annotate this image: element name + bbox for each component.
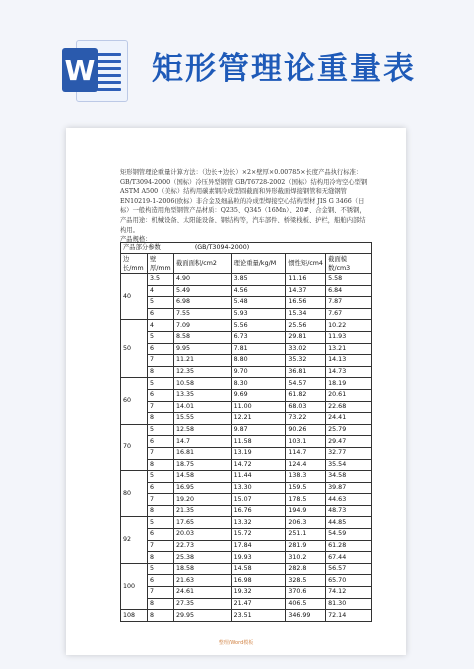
table-cell: 8 — [147, 459, 173, 471]
footer-note: 整理/Word模板 — [218, 640, 254, 646]
table-cell: 5 — [147, 378, 173, 390]
table-cell: 61.82 — [286, 389, 326, 401]
table-cell: 22.73 — [173, 540, 231, 552]
table-cell: 90.26 — [286, 424, 326, 436]
table-cell: 16.95 — [173, 482, 231, 494]
product-params-cell — [121, 243, 372, 254]
table-row — [121, 355, 372, 367]
table-cell: 10.22 — [326, 320, 372, 332]
table-cell: 17.65 — [173, 517, 231, 529]
document-page — [66, 128, 406, 655]
table-cell: 16.56 — [286, 297, 326, 309]
table-cell: 54.59 — [326, 529, 372, 541]
table-cell: 11.93 — [326, 331, 372, 343]
table-cell: 18.19 — [326, 378, 372, 390]
side-length-cell: 92 — [121, 517, 148, 563]
table-cell: 25.79 — [326, 424, 372, 436]
table-row — [121, 552, 372, 564]
table-cell: 7.67 — [326, 308, 372, 320]
table-cell: 34.58 — [326, 471, 372, 483]
table-cell: 13.35 — [173, 389, 231, 401]
table-cell: 5.48 — [231, 297, 286, 309]
table-row — [121, 331, 372, 343]
table-row — [121, 459, 372, 471]
header-cell: 壁厚/mm — [147, 254, 173, 274]
table-cell: 5.58 — [326, 274, 372, 286]
table-cell: 18.58 — [173, 563, 231, 575]
table-cell: 8.58 — [173, 331, 231, 343]
table-cell: 6 — [147, 343, 173, 355]
table-cell: 310.2 — [286, 552, 326, 564]
table-cell: 21.63 — [173, 575, 231, 587]
table-cell: 5.93 — [231, 308, 286, 320]
table-cell: 16.81 — [173, 447, 231, 459]
table-cell: 5.49 — [173, 285, 231, 297]
table-cell: 11.21 — [173, 355, 231, 367]
product-params-label: 产品部分参数 — [123, 244, 161, 251]
table-cell: 4.56 — [231, 285, 286, 297]
table-cell: 35.32 — [286, 355, 326, 367]
table-cell: 6 — [147, 482, 173, 494]
table-cell: 4.90 — [173, 274, 231, 286]
table-cell: 7 — [147, 355, 173, 367]
table-cell: 48.73 — [326, 505, 372, 517]
table-cell: 3.5 — [147, 274, 173, 286]
table-cell: 5 — [147, 471, 173, 483]
weight-table — [120, 242, 372, 622]
table-cell: 8 — [147, 413, 173, 425]
table-cell: 6 — [147, 389, 173, 401]
table-cell: 8 — [147, 598, 173, 610]
table-cell: 14.72 — [231, 459, 286, 471]
table-cell: 7 — [147, 540, 173, 552]
table-cell: 178.5 — [286, 494, 326, 506]
table-cell: 16.98 — [231, 575, 286, 587]
table-cell: 25.56 — [286, 320, 326, 332]
table-cell: 6 — [147, 436, 173, 448]
table-row — [121, 517, 372, 529]
table-cell: 11.44 — [231, 471, 286, 483]
table-cell: 6.98 — [173, 297, 231, 309]
table-cell: 19.20 — [173, 494, 231, 506]
table-cell: 36.81 — [286, 366, 326, 378]
table-cell: 6 — [147, 308, 173, 320]
table-row — [121, 401, 372, 413]
table-cell: 21.47 — [231, 598, 286, 610]
table-header-row — [121, 254, 372, 274]
table-cell: 16.76 — [231, 505, 286, 517]
table-cell: 15.07 — [231, 494, 286, 506]
side-length-cell: 80 — [121, 471, 148, 517]
table-cell: 7 — [147, 587, 173, 599]
page-title: 矩形管理论重量表 — [152, 51, 416, 87]
table-row — [121, 413, 372, 425]
side-length-cell: 60 — [121, 378, 148, 424]
table-row — [121, 471, 372, 483]
table-cell: 103.1 — [286, 436, 326, 448]
table-cell: 15.34 — [286, 308, 326, 320]
table-cell: 19.32 — [231, 587, 286, 599]
table-cell: 12.21 — [231, 413, 286, 425]
table-cell: 10.58 — [173, 378, 231, 390]
table-row — [121, 297, 372, 309]
table-cell: 5.56 — [231, 320, 286, 332]
table-cell: 13.32 — [231, 517, 286, 529]
table-cell: 13.19 — [231, 447, 286, 459]
table-cell: 17.84 — [231, 540, 286, 552]
table-cell: 13.30 — [231, 482, 286, 494]
table-cell: 74.12 — [326, 587, 372, 599]
header-cell: 截面面积/cm2 — [173, 254, 231, 274]
table-row — [121, 563, 372, 575]
table-cell: 14.73 — [326, 366, 372, 378]
header-cell: 截面模数/cm3 — [326, 254, 372, 274]
table-cell: 24.61 — [173, 587, 231, 599]
spec-label: 产品规格： — [120, 236, 152, 244]
table-row — [121, 366, 372, 378]
table-cell: 24.41 — [326, 413, 372, 425]
table-cell: 54.57 — [286, 378, 326, 390]
side-length-cell: 108 — [121, 610, 148, 622]
table-cell: 12.58 — [173, 424, 231, 436]
table-cell: 124.4 — [286, 459, 326, 471]
table-cell: 7.87 — [326, 297, 372, 309]
table-row — [121, 529, 372, 541]
table-cell: 7 — [147, 447, 173, 459]
table-cell: 5 — [147, 297, 173, 309]
table-cell: 39.87 — [326, 482, 372, 494]
table-cell: 14.13 — [326, 355, 372, 367]
table-row — [121, 505, 372, 517]
table-cell: 282.8 — [286, 563, 326, 575]
table-cell: 11.58 — [231, 436, 286, 448]
table-cell: 14.37 — [286, 285, 326, 297]
table-cell: 8 — [147, 366, 173, 378]
table-cell: 15.72 — [231, 529, 286, 541]
table-row — [121, 494, 372, 506]
table-row — [121, 424, 372, 436]
table-cell: 328.5 — [286, 575, 326, 587]
table-cell: 11.16 — [286, 274, 326, 286]
table-cell: 8 — [147, 505, 173, 517]
table-cell: 9.70 — [231, 366, 286, 378]
table-cell: 23.51 — [231, 610, 286, 622]
table-cell: 12.35 — [173, 366, 231, 378]
table-cell: 4 — [147, 285, 173, 297]
table-cell: 159.5 — [286, 482, 326, 494]
table-cell: 9.95 — [173, 343, 231, 355]
intro-paragraph — [120, 168, 370, 245]
table-cell: 14.01 — [173, 401, 231, 413]
table-cell: 5 — [147, 331, 173, 343]
table-cell: 206.3 — [286, 517, 326, 529]
table-cell: 29.95 — [173, 610, 231, 622]
table-cell: 72.14 — [326, 610, 372, 622]
table-cell: 8.30 — [231, 378, 286, 390]
word-icon-letter: W — [62, 48, 98, 92]
table-cell: 29.81 — [286, 331, 326, 343]
table-cell: 8.80 — [231, 355, 286, 367]
table-cell: 194.9 — [286, 505, 326, 517]
table-cell: 4 — [147, 320, 173, 332]
table-cell: 6 — [147, 529, 173, 541]
table-cell: 5 — [147, 424, 173, 436]
table-cell: 19.93 — [231, 552, 286, 564]
table-cell: 27.35 — [173, 598, 231, 610]
table-cell: 251.1 — [286, 529, 326, 541]
table-cell: 7.55 — [173, 308, 231, 320]
table-cell: 346.99 — [286, 610, 326, 622]
table-cell: 7 — [147, 494, 173, 506]
table-row — [121, 587, 372, 599]
table-cell: 22.68 — [326, 401, 372, 413]
table-cell: 67.44 — [326, 552, 372, 564]
table-cell: 6.84 — [326, 285, 372, 297]
table-row — [121, 540, 372, 552]
table-cell: 44.63 — [326, 494, 372, 506]
table-cell: 7 — [147, 401, 173, 413]
table-row — [121, 482, 372, 494]
standard-label: (GB/T3094-2000) — [194, 244, 250, 251]
table-cell: 35.54 — [326, 459, 372, 471]
table-cell: 14.58 — [231, 563, 286, 575]
table-cell: 114.7 — [286, 447, 326, 459]
table-row — [121, 285, 372, 297]
table-cell: 61.28 — [326, 540, 372, 552]
table-cell: 32.77 — [326, 447, 372, 459]
table-cell: 7.09 — [173, 320, 231, 332]
table-row — [121, 610, 372, 622]
table-cell: 370.6 — [286, 587, 326, 599]
table-cell: 81.30 — [326, 598, 372, 610]
banner — [0, 0, 474, 110]
table-row — [121, 575, 372, 587]
header-cell: 理论重量/kg/M — [231, 254, 286, 274]
table-cell: 14.58 — [173, 471, 231, 483]
header-cell: 惯性矩/cm4 — [286, 254, 326, 274]
intro-text: 矩形钢管理论重量计算方法：（边长+边长）×2×壁厚×0.00785×长度产品执行标准：GB/T3094-2000（国标）冷压异型钢管 GB/T6728-2002（国标）结构用冷弯空心型钢 ASTM A500（美标）结构用碳素钢冷成型圆截面和异形截面焊接钢管和无缝钢管 EN10219-1-2006(欧标）非合金及细晶粒的冷成型焊接空心结构型材 JIS G 3466（日标）一般构造用角型钢管产品材质：Q235、Q345（16Mn）、20#、合金钢、不锈钢，产品用途：机械设备、太阳能设备、钢结构等，汽车部件、桥梁栈板、护栏，船舶内部结构用。 — [120, 169, 368, 234]
table-cell: 406.5 — [286, 598, 326, 610]
header-cell: 边长/mm — [121, 254, 148, 274]
table-row — [121, 447, 372, 459]
side-length-cell: 100 — [121, 563, 148, 609]
table-cell: 73.22 — [286, 413, 326, 425]
table-cell: 20.61 — [326, 389, 372, 401]
table-row — [121, 320, 372, 332]
table-cell: 14.7 — [173, 436, 231, 448]
table-cell: 6.73 — [231, 331, 286, 343]
table-row — [121, 308, 372, 320]
table-cell: 8 — [147, 552, 173, 564]
table-row — [121, 436, 372, 448]
table-cell: 138.3 — [286, 471, 326, 483]
table-cell: 15.55 — [173, 413, 231, 425]
table-cell: 44.85 — [326, 517, 372, 529]
table-cell: 56.57 — [326, 563, 372, 575]
side-length-cell: 50 — [121, 320, 148, 378]
table-cell: 7.81 — [231, 343, 286, 355]
table-cell: 65.70 — [326, 575, 372, 587]
table-row — [121, 598, 372, 610]
table-cell: 9.69 — [231, 389, 286, 401]
table-cell: 20.03 — [173, 529, 231, 541]
table-cell: 33.02 — [286, 343, 326, 355]
table-cell: 5 — [147, 563, 173, 575]
table-cell: 281.9 — [286, 540, 326, 552]
table-row — [121, 343, 372, 355]
table-row — [121, 389, 372, 401]
table-cell: 25.38 — [173, 552, 231, 564]
table-cell: 18.75 — [173, 459, 231, 471]
side-length-cell: 40 — [121, 274, 148, 320]
table-cell: 13.21 — [326, 343, 372, 355]
table-cell: 5 — [147, 517, 173, 529]
word-icon — [62, 38, 128, 102]
table-cell: 21.35 — [173, 505, 231, 517]
side-length-cell: 70 — [121, 424, 148, 470]
table-cell: 29.47 — [326, 436, 372, 448]
table-cell: 11.00 — [231, 401, 286, 413]
table-row — [121, 378, 372, 390]
table-row — [121, 274, 372, 286]
table-cell: 3.85 — [231, 274, 286, 286]
table-cell: 68.03 — [286, 401, 326, 413]
table-cell: 9.87 — [231, 424, 286, 436]
table-cell: 8 — [147, 610, 173, 622]
table-cell: 6 — [147, 575, 173, 587]
